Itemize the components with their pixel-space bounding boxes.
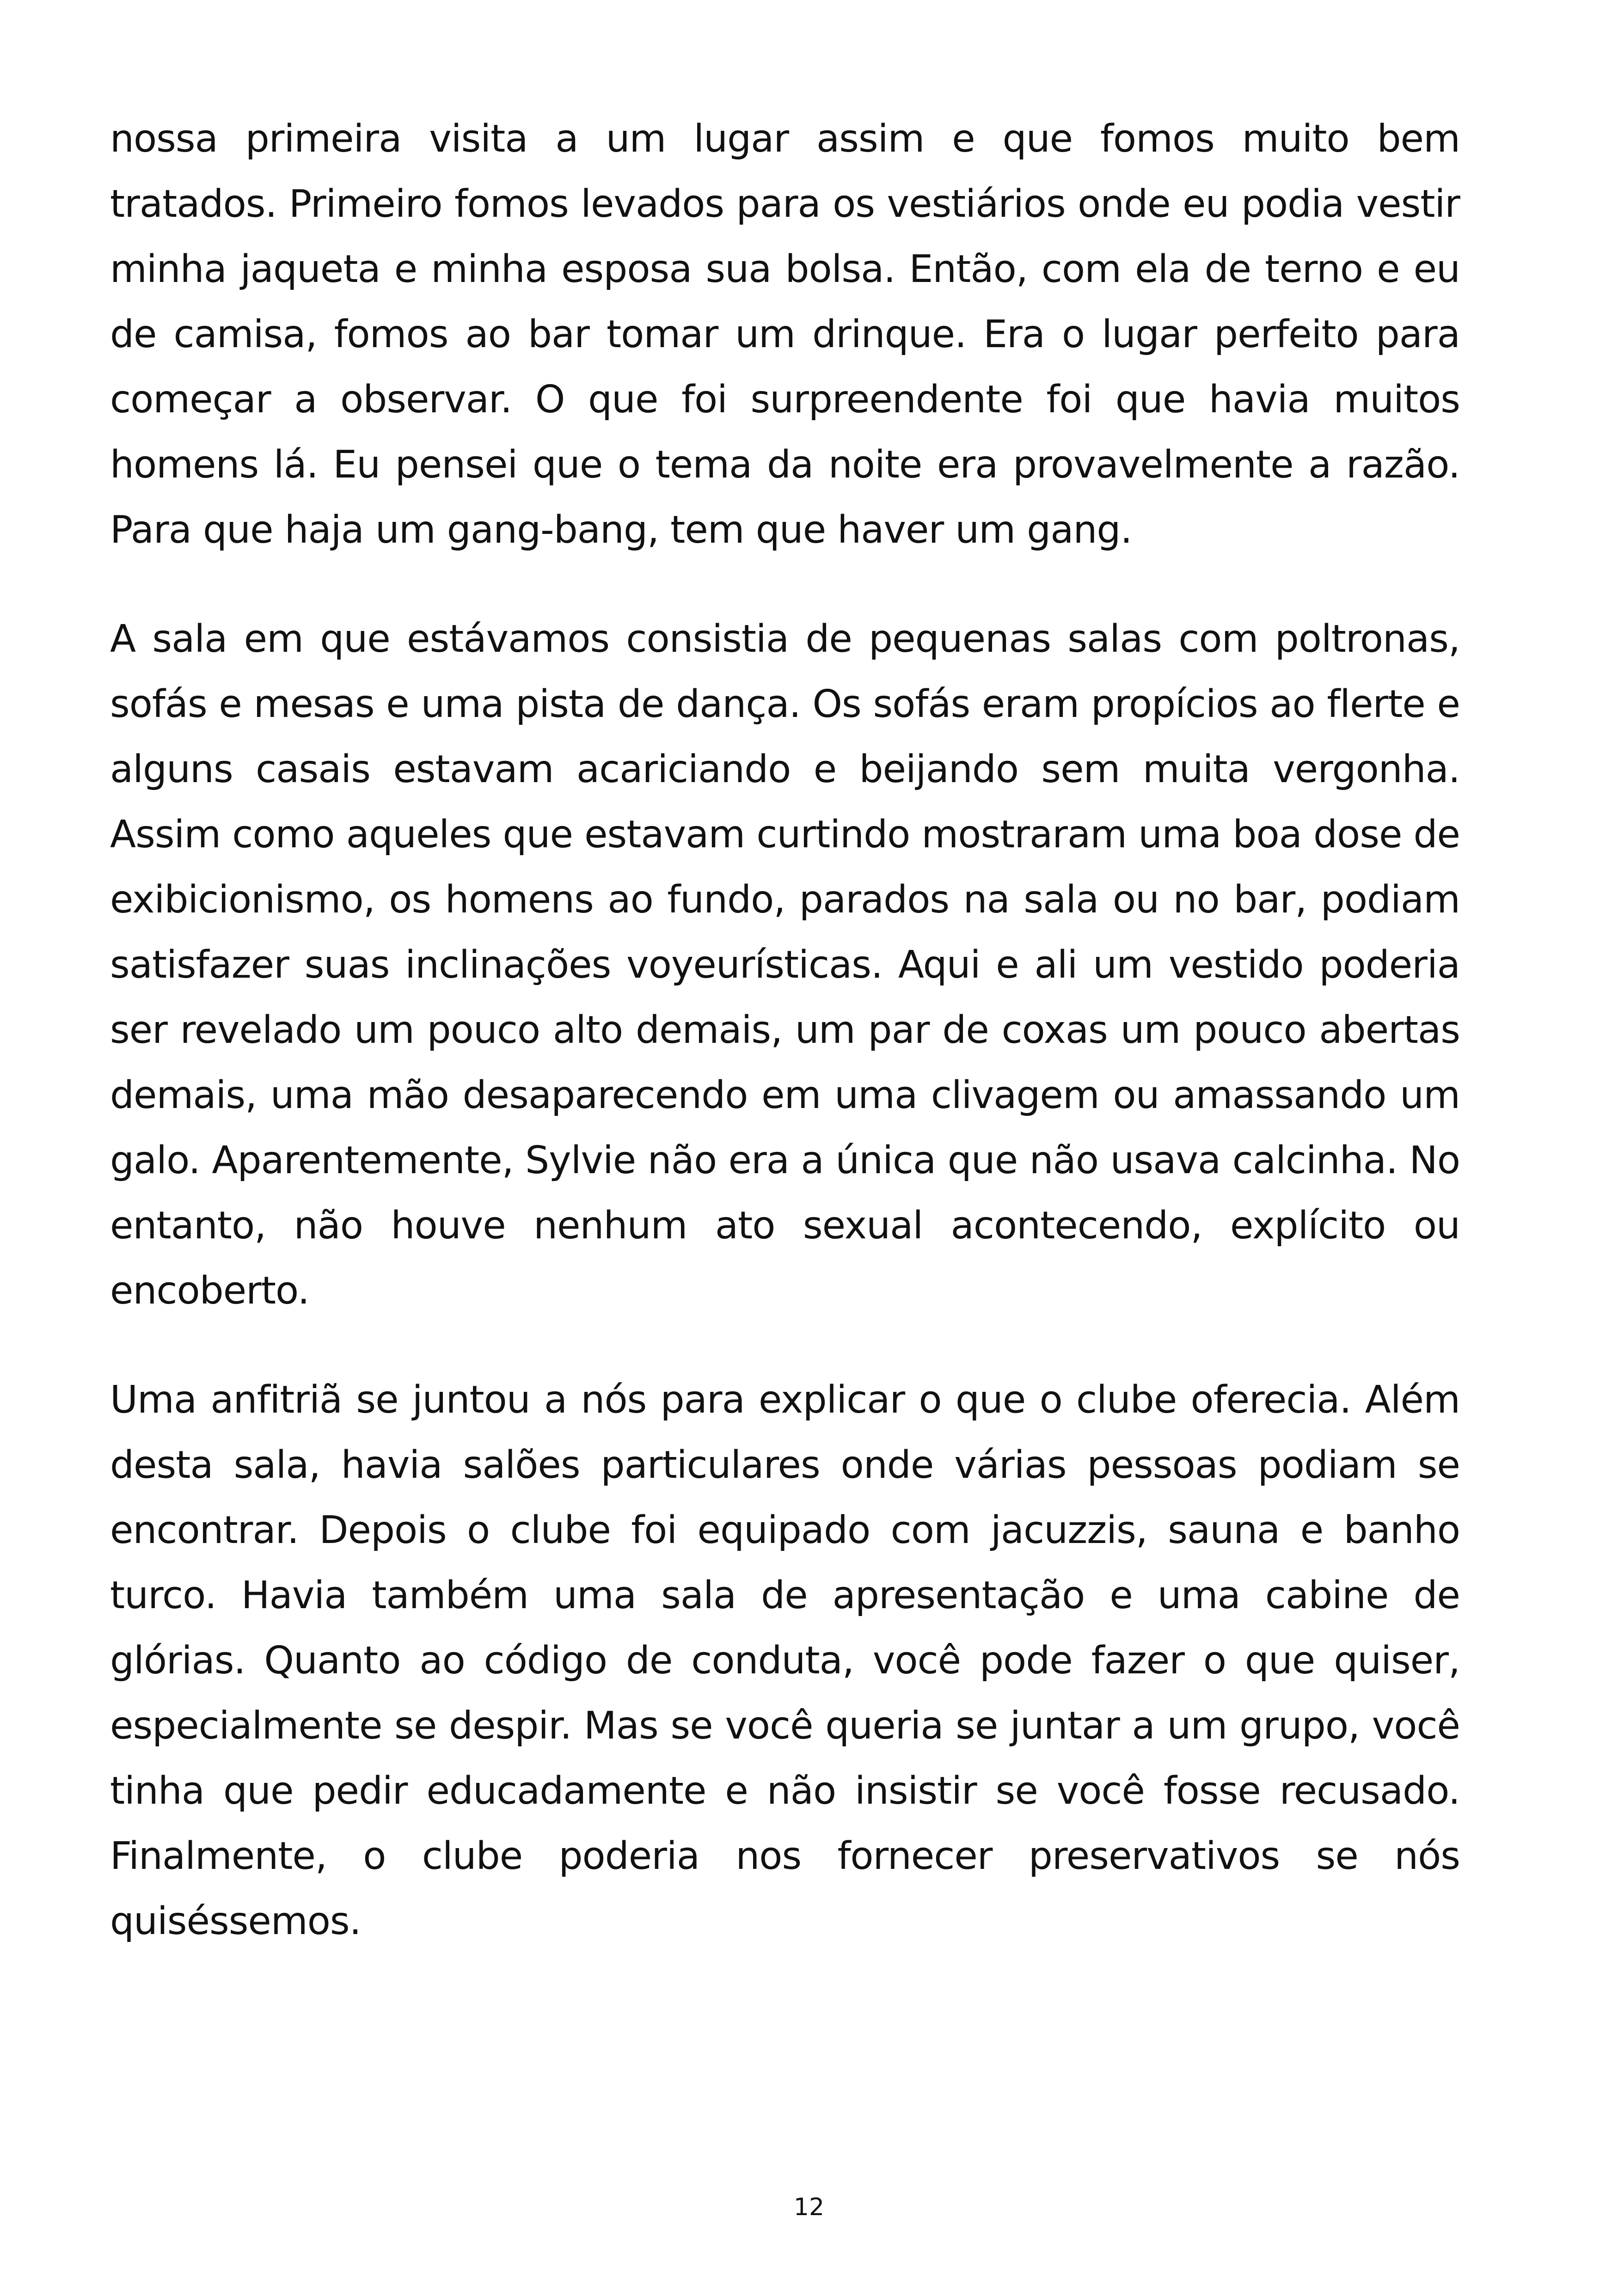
page-number: 12 (793, 2193, 825, 2221)
paragraph-1: nossa primeira visita a um lugar assim e que fomos muito bem tratados. Primeiro fomos levados para os vestiários onde eu podia vestir minha jaqueta e minha esposa sua bolsa. Então, com ela de terno e eu de camisa, fomos ao bar tomar um drinque. Era o lugar perfeito para começar a observar. O que foi surpreendente foi que havia muitos homens lá. Eu pensei que o tema da noite era provavelmente a razão. Para que haja um gang-bang, tem que haver um gang. (110, 117, 1460, 552)
body-text (110, 106, 1460, 1954)
paragraph-3: Uma anfitriã se juntou a nós para explicar o que o clube oferecia. Além desta sala, havia salões particulares onde várias pessoas podiam se encontrar. Depois o clube foi equipado com jacuzzis, sauna e banho turco. Havia também uma sala de apresentação e uma cabine de glórias. Quanto ao código de conduta, você pode fazer o que quiser, especialmente se despir. Mas se você queria se juntar a um grupo, você tinha que pedir educadamente e não insistir se você fosse recusado. Finalmente, o clube poderia nos fornecer preservativos se nós quiséssemos. (110, 1378, 1460, 1943)
paragraph-2: A sala em que estávamos consistia de pequenas salas com poltronas, sofás e mesas e uma pista de dança. Os sofás eram propícios ao flerte e alguns casais estavam acariciando e beijando sem muita vergonha. Assim como aqueles que estavam curtindo mostraram uma boa dose de exibicionismo, os homens ao fundo, parados na sala ou no bar, podiam satisfazer suas inclinações voyeurísticas. Aqui e ali um vestido poderia ser revelado um pouco alto demais, um par de coxas um pouco abertas demais, uma mão desaparecendo em uma clivagem ou amassando um galo. Aparentemente, Sylvie não era a única que não usava calcinha. No entanto, não houve nenhum ato sexual acontecendo, explícito ou encoberto. (110, 617, 1460, 1313)
